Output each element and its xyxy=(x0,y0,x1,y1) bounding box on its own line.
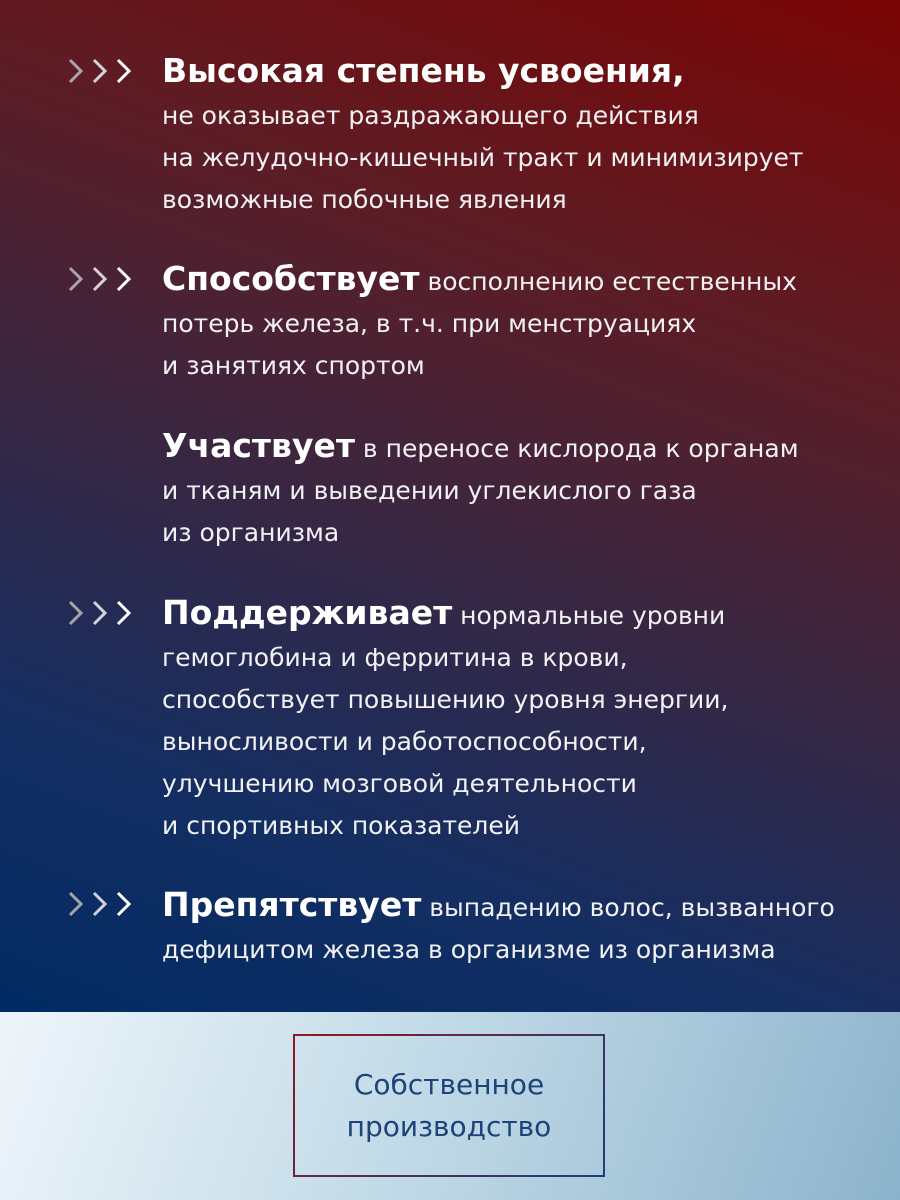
benefit-text: выносливости и работоспособности, xyxy=(162,727,647,756)
benefit-text: нормальные уровни xyxy=(452,601,726,630)
triple-chevron-right-icon xyxy=(66,889,138,919)
benefit-text: из организма xyxy=(162,518,340,547)
benefit-lead: Препятствует xyxy=(162,885,422,924)
benefit-text: потерь железа, в т.ч. при менструациях xyxy=(162,309,697,338)
own-production-badge xyxy=(293,1034,605,1177)
badge-line-2: производство xyxy=(346,1109,552,1143)
benefit-text: и занятиях спортом xyxy=(162,351,425,380)
benefit-text: и спортивных показателей xyxy=(162,811,521,840)
triple-chevron-right-icon xyxy=(66,598,138,628)
benefit-text: способствует повышению уровня энергии, xyxy=(162,685,729,714)
benefit-text: восполнению естественных xyxy=(419,267,797,296)
benefit-lead: Высокая степень усвоения, xyxy=(162,51,685,90)
benefit-text: возможные побочные явления xyxy=(162,185,567,214)
triple-chevron-right-icon xyxy=(66,264,138,294)
benefit-text: не оказывает раздражающего действия xyxy=(162,101,699,130)
benefit-item-absorption xyxy=(162,50,852,221)
benefit-text: гемоглобина и ферритина в крови, xyxy=(162,643,628,672)
benefit-item-hair xyxy=(162,884,852,971)
benefit-text: и тканям и выведении углекислого газа xyxy=(162,476,697,505)
benefit-item-hemoglobin xyxy=(162,592,852,847)
benefit-text: на желудочно-кишечный тракт и минимизирует xyxy=(162,143,804,172)
triple-chevron-right-icon xyxy=(66,56,138,86)
badge-line-1: Собственное xyxy=(353,1067,545,1101)
benefit-lead: Способствует xyxy=(162,259,420,298)
benefit-item-iron-loss xyxy=(162,258,852,387)
benefit-text: улучшению мозговой деятельности xyxy=(162,769,637,798)
benefit-lead: Участвует xyxy=(162,426,355,465)
benefit-text: выпадению волос, вызванного xyxy=(421,893,835,922)
benefit-text: в переносе кислорода к органам xyxy=(354,434,799,463)
benefit-item-oxygen xyxy=(162,425,852,554)
benefit-text: дефицитом железа в организме из организма xyxy=(162,935,776,964)
benefit-lead: Поддерживает xyxy=(162,593,453,632)
